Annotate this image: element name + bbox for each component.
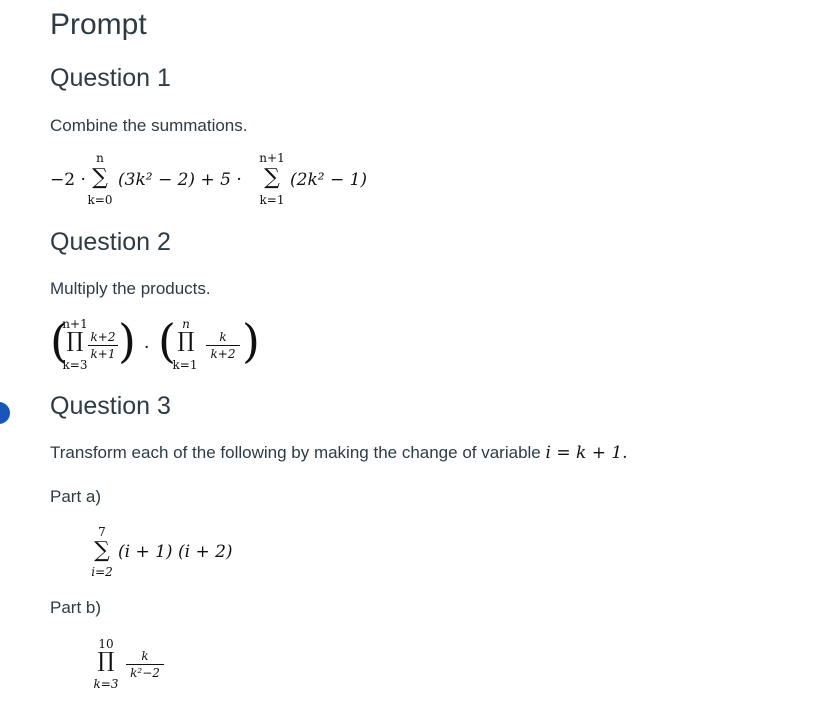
q3-instruction-text: Transform each of the following by making the change of variable [50,443,541,462]
q2-prod1-upper: n+1 [62,317,88,331]
q3-instruction-math: i = k + 1. [545,443,628,463]
question-1-formula [50,150,450,212]
q2-prod2-lower: k=1 [172,358,198,372]
q1-sum1-sigma: ∑ [92,165,108,190]
part-b-formula [88,638,188,694]
q2-frac2-denominator: k+2 [210,347,236,361]
q1-sum1-lower: k=0 [87,193,113,207]
q1-sum2-upper: n+1 [259,151,285,165]
q2-frac2 [206,331,240,360]
part-b-lower: k=3 [93,677,119,691]
part-a-formula [88,526,268,582]
q2-left-paren-1: ( [50,314,68,368]
question-3-heading: Question 3 [50,392,171,420]
question-1-heading: Question 1 [50,64,171,92]
part-b-numerator: k [141,649,149,663]
page-title: Prompt [50,8,147,41]
q2-frac1-numerator: k+2 [90,330,116,344]
q2-right-paren-2: ) [242,314,260,368]
q2-dot-operator: · [144,338,150,358]
question-2-instruction: Multiply the products. [50,279,211,298]
part-a-body: (i + 1) (i + 2) [118,542,233,562]
q2-prod1-lower: k=3 [62,358,88,372]
q2-frac1 [88,331,118,360]
q1-coefficient: −2 · [50,170,86,190]
part-b-pi: ∏ [97,648,115,672]
question-2-formula [50,314,280,376]
part-b-upper: 10 [98,637,114,651]
q1-sum2-body: (2k² − 1) [290,170,368,190]
question-2-heading: Question 2 [50,228,171,256]
part-b-frac [126,650,164,679]
q2-frac1-denominator: k+1 [90,347,116,361]
question-1-instruction: Combine the summations. [50,116,248,135]
q1-sum1-upper: n [96,151,104,165]
q2-prod1-pi: ∏ [66,328,84,352]
q1-sum2-sigma: ∑ [264,165,280,190]
part-b-label: Part b) [50,598,102,617]
part-a-upper: 7 [98,525,106,539]
q2-prod2-pi: ∏ [177,328,195,352]
part-a-label: Part a) [50,487,102,506]
part-a-lower: i=2 [91,565,113,579]
part-b-denominator: k²−2 [130,666,160,680]
q2-prod2-upper: n [182,317,190,331]
q1-sum1-body: (3k² − 2) + 5 · [118,170,242,190]
edge-indicator-dot[interactable] [0,402,10,424]
q2-right-paren-1: ) [118,314,136,368]
part-a-sigma: ∑ [94,538,110,563]
q2-frac2-numerator: k [219,330,227,344]
question-3-instruction [50,443,628,463]
q2-left-paren-2: ( [158,314,176,368]
q1-sum2-lower: k=1 [259,193,285,207]
